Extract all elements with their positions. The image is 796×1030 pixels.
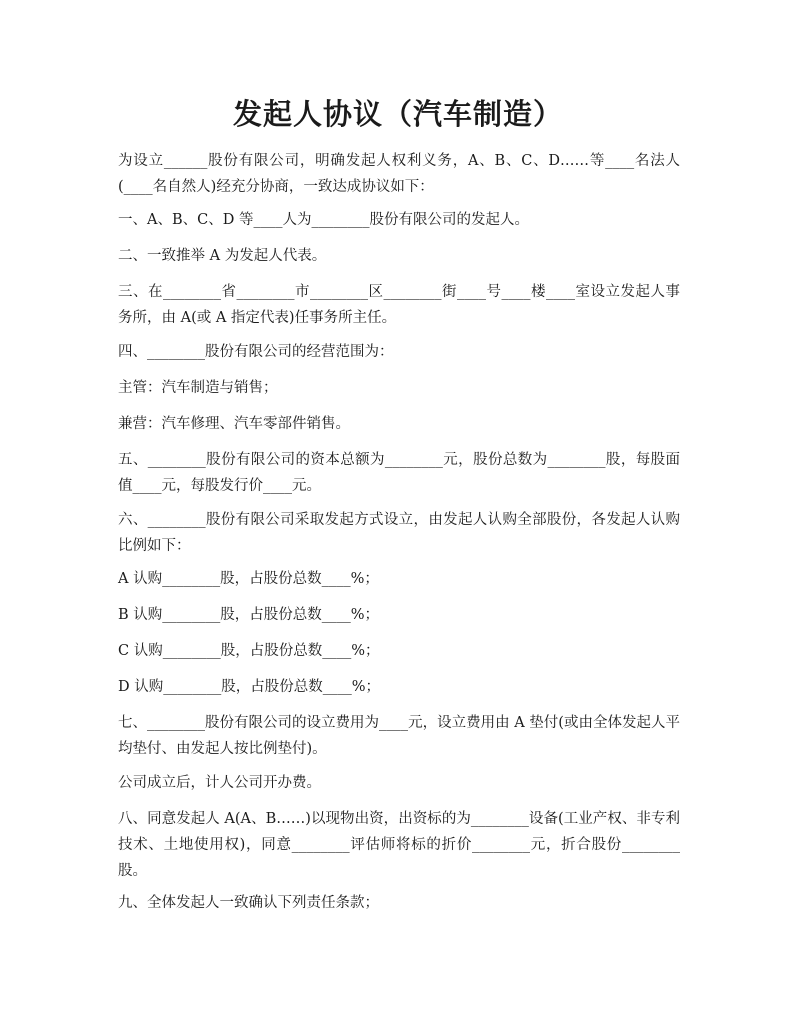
- paragraph-clause-2: 二、一致推举 A 为发起人代表。: [118, 248, 327, 264]
- document-title: 发起人协议（汽车制造）: [232, 97, 563, 131]
- paragraph-clause-1: 一、A、B、C、D 等____人为________股份有限公司的发起人。: [118, 212, 529, 228]
- paragraph-side-business: 兼营：汽车修理、汽车零部件销售。: [118, 416, 350, 432]
- paragraph-clause-7: 七、________股份有限公司的设立费用为____元，设立费用由 A 垫付(或由全体发起人平均垫付、由发起人按比例垫付)。: [118, 715, 680, 757]
- paragraph-opening-expense: 公司成立后，计人公司开办费。: [118, 775, 321, 791]
- paragraph-clause-3: 三、在________省________市________区________街____号____楼____室设立发起人事务所，由 A(或 A 指定代表)任事务所主任。: [118, 284, 680, 326]
- paragraph-subscription-d: D 认购________股，占股份总数____%；: [118, 679, 381, 695]
- paragraph-clause-6: 六、________股份有限公司采取发起方式设立，由发起人认购全部股份，各发起人认购比例如下：: [118, 512, 680, 554]
- paragraph-clause-4: 四、________股份有限公司的经营范围为：: [118, 344, 394, 360]
- paragraph-subscription-c: C 认购________股，占股份总数____%；: [118, 643, 380, 659]
- paragraph-clause-5: 五、________股份有限公司的资本总额为________元，股份总数为________股，每股面值____元，每股发行价____元。: [118, 452, 680, 494]
- paragraph-main-business: 主管：汽车制造与销售；: [118, 380, 278, 396]
- paragraph-preamble: 为设立______股份有限公司，明确发起人权利义务，A、B、C、D……等____名法人(____名自然人)经充分协商，一致达成协议如下：: [118, 153, 680, 195]
- paragraph-clause-8: 八、同意发起人 A(A、B……)以现物出资，出资标的为________设备(工业产权、非专利技术、土地使用权)，同意________评估师将标的折价________元，折合股份________股。: [118, 811, 680, 879]
- paragraph-subscription-b: B 认购________股，占股份总数____%；: [118, 607, 380, 623]
- paragraph-subscription-a: A 认购________股，占股份总数____%；: [118, 571, 379, 587]
- paragraph-clause-9: 九、全体发起人一致确认下列责任条款；: [118, 895, 379, 911]
